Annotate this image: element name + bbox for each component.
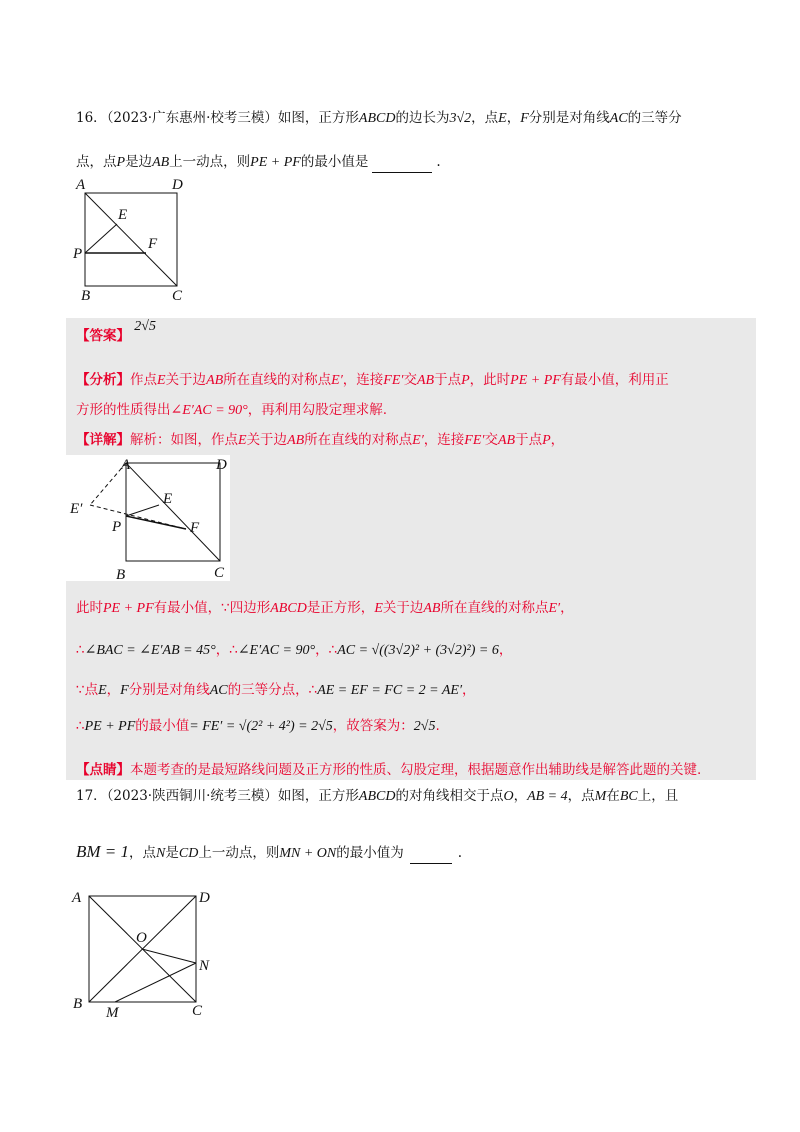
q16-line-1 <box>76 108 682 129</box>
text: 是边 <box>125 154 153 170</box>
text: 方形的性质得出 <box>76 402 171 418</box>
label-c: C <box>172 288 183 304</box>
text: ， <box>560 600 574 616</box>
analysis-tag: 【分析】 <box>76 372 130 388</box>
comment-line <box>76 760 701 780</box>
math: ∠E′AC = 90° <box>170 403 248 418</box>
solution-line-1 <box>76 598 574 619</box>
text: ∵点 <box>76 682 99 698</box>
text: 的对角线相交于点 <box>395 788 504 804</box>
text: 的最小值为 <box>336 845 404 861</box>
math: E <box>374 601 383 616</box>
label-d: D <box>172 177 183 193</box>
math: 3√2 <box>449 111 472 126</box>
q16-detail-figure <box>66 455 230 581</box>
math: PE + PF <box>84 719 136 734</box>
text: 上，且 <box>637 788 679 804</box>
text: 上一动点，则 <box>198 845 280 861</box>
text: 的三等分点，∴ <box>227 682 318 698</box>
text: ， <box>550 432 565 448</box>
math: AC <box>609 111 628 126</box>
text: ，点 <box>567 788 595 804</box>
label-n: N <box>199 958 210 974</box>
question-source: （2023·广东惠州·校考三模） <box>106 110 278 126</box>
answer-value: 2√5 <box>134 319 156 334</box>
label-e: E <box>163 491 173 507</box>
question-number: 16． <box>76 110 107 126</box>
diagonal-ac <box>85 193 177 286</box>
text: ， <box>498 642 513 658</box>
solution-line-3 <box>76 680 476 701</box>
text: 是正方形， <box>306 600 375 616</box>
math: AB <box>206 373 224 388</box>
label-a: A <box>76 177 86 193</box>
math: M <box>594 789 607 804</box>
label-c: C <box>214 565 225 581</box>
text: 分别是对角线 <box>528 110 610 126</box>
text: 有最小值，利用正 <box>560 372 669 388</box>
math: ∠E′AC = 90° <box>237 643 316 658</box>
text: 是 <box>165 845 179 861</box>
text: ，此时 <box>469 372 511 388</box>
text: 如图，正方形 <box>277 110 359 126</box>
label-p: P <box>73 246 83 262</box>
comment-text: 本题考查的是最短路线问题及正方形的性质、勾股定理，根据题意作出辅助线是解答此题的关键. <box>130 762 702 778</box>
comment-tag: 【点睛】 <box>76 762 130 778</box>
math: E′ <box>548 601 561 616</box>
math: PE + PF <box>103 601 154 616</box>
math: MN + ON <box>279 846 337 861</box>
math: E <box>498 111 507 126</box>
text: ， <box>462 682 476 698</box>
math: E <box>98 683 107 698</box>
label-m: M <box>106 1005 119 1020</box>
text: 在 <box>606 788 620 804</box>
text: 此时 <box>76 600 103 616</box>
q17-figure <box>70 884 220 1020</box>
math: E <box>157 373 166 388</box>
text: ，连接 <box>423 432 465 448</box>
answer-blank[interactable] <box>372 158 432 173</box>
text: ，∴ <box>215 642 238 658</box>
math: P <box>461 373 470 388</box>
q17-line-1 <box>76 786 678 807</box>
text: 有最小值，∵四边形 <box>153 600 271 616</box>
label-e-prime: E′ <box>70 501 83 517</box>
math: AB <box>152 155 170 170</box>
segment-pe <box>85 224 117 253</box>
text: 的三等分 <box>627 110 682 126</box>
answer-tag: 【答案】 <box>76 328 130 344</box>
math: F <box>120 683 129 698</box>
math: P <box>116 155 126 170</box>
text: 所在直线的对称点 <box>440 600 549 616</box>
math: 2√5 <box>413 719 436 734</box>
text: ， <box>513 788 528 804</box>
q16-line-2 <box>76 152 441 173</box>
text: ，点 <box>471 110 499 126</box>
label-b: B <box>81 288 91 304</box>
math: AE = EF = FC = 2 = AE′ <box>317 683 463 698</box>
text: 于点 <box>515 432 543 448</box>
analysis-line-1 <box>76 370 669 391</box>
label-d: D <box>199 890 210 906</box>
q16-figure <box>72 176 192 304</box>
text: 关于边 <box>246 432 288 448</box>
answer-blank[interactable] <box>410 849 452 864</box>
segment-pf <box>126 516 186 529</box>
text: 交 <box>403 372 417 388</box>
text: 交 <box>484 432 498 448</box>
label-a: A <box>72 890 82 906</box>
segment-mn <box>115 963 196 1002</box>
text: ， <box>106 682 121 698</box>
math: AB = 4 <box>527 789 568 804</box>
text: 关于边 <box>382 600 424 616</box>
detail-tag: 【详解】 <box>76 432 130 448</box>
text: ， <box>506 110 521 126</box>
math: AC <box>209 683 228 698</box>
math: PE + PF <box>250 155 301 170</box>
answer-line <box>76 319 156 347</box>
math: AB <box>423 601 441 616</box>
label-d: D <box>216 457 227 473</box>
math: AB <box>497 433 516 448</box>
question-number: 17． <box>76 788 107 804</box>
math: CD <box>178 846 199 861</box>
text: ，点 <box>129 845 157 861</box>
text: 如图，正方形 <box>277 788 359 804</box>
text: 所在直线的对称点 <box>223 372 332 388</box>
text: 上一动点，则 <box>169 154 251 170</box>
text: 分别是对角线 <box>128 682 210 698</box>
label-p: P <box>112 519 122 535</box>
label-f: F <box>190 520 200 536</box>
math: ABCD <box>358 789 396 804</box>
label-e: E <box>118 207 128 223</box>
math: P <box>542 433 551 448</box>
text: ，连接 <box>342 372 384 388</box>
math: E′ <box>412 433 424 448</box>
text: 的最小值是 <box>300 154 369 170</box>
math: = FE′ = √(2² + 4²) = 2√5 <box>189 719 333 734</box>
text: 点，点 <box>76 154 117 170</box>
solution-line-2 <box>76 640 512 661</box>
q17-line-2 <box>76 842 462 864</box>
math: ∠BAC = ∠E′AB = 45° <box>84 643 216 658</box>
segment-pe <box>126 505 159 516</box>
text: ∴ <box>76 718 85 734</box>
label-a: A <box>121 457 131 473</box>
math: AC = √((3√2)² + (3√2)²) = 6 <box>337 643 499 658</box>
analysis-line-2 <box>76 400 387 421</box>
math: E′ <box>331 373 343 388</box>
text: ，再利用勾股定理求解. <box>247 402 388 418</box>
text: . <box>457 845 463 861</box>
math: AB <box>287 433 305 448</box>
solution-line-4 <box>76 716 440 737</box>
text: 于点 <box>434 372 462 388</box>
text: 所在直线的对称点 <box>304 432 413 448</box>
text: 解析：如图，作点 <box>130 432 238 448</box>
label-b: B <box>73 996 83 1012</box>
math: E <box>238 433 247 448</box>
text: 的边长为 <box>395 110 450 126</box>
text: 的最小值 <box>135 718 190 734</box>
text: 作点 <box>130 372 157 388</box>
math: O <box>503 789 514 804</box>
math: N <box>156 846 166 861</box>
question-source: （2023·陕西铜川·统考三模） <box>106 788 278 804</box>
math: ABCD <box>358 111 396 126</box>
label-o: O <box>136 930 147 946</box>
math: BC <box>619 789 638 804</box>
diagonal-ac <box>126 463 220 561</box>
text: ，故答案为： <box>332 718 414 734</box>
label-c: C <box>192 1003 203 1019</box>
text: ∴ <box>76 642 85 658</box>
math: FE′ <box>464 433 485 448</box>
math: PE + PF <box>510 373 561 388</box>
detail-line-1 <box>76 430 564 451</box>
math: FE′ <box>383 373 404 388</box>
text: 关于边 <box>165 372 207 388</box>
math: ABCD <box>270 601 307 616</box>
math: BM = 1 <box>76 842 130 861</box>
math: F <box>520 111 529 126</box>
text: ，∴ <box>315 642 338 658</box>
text: . <box>436 154 441 170</box>
label-f: F <box>148 236 158 252</box>
math: AB <box>416 373 435 388</box>
label-b: B <box>116 567 126 581</box>
text: . <box>435 718 440 734</box>
